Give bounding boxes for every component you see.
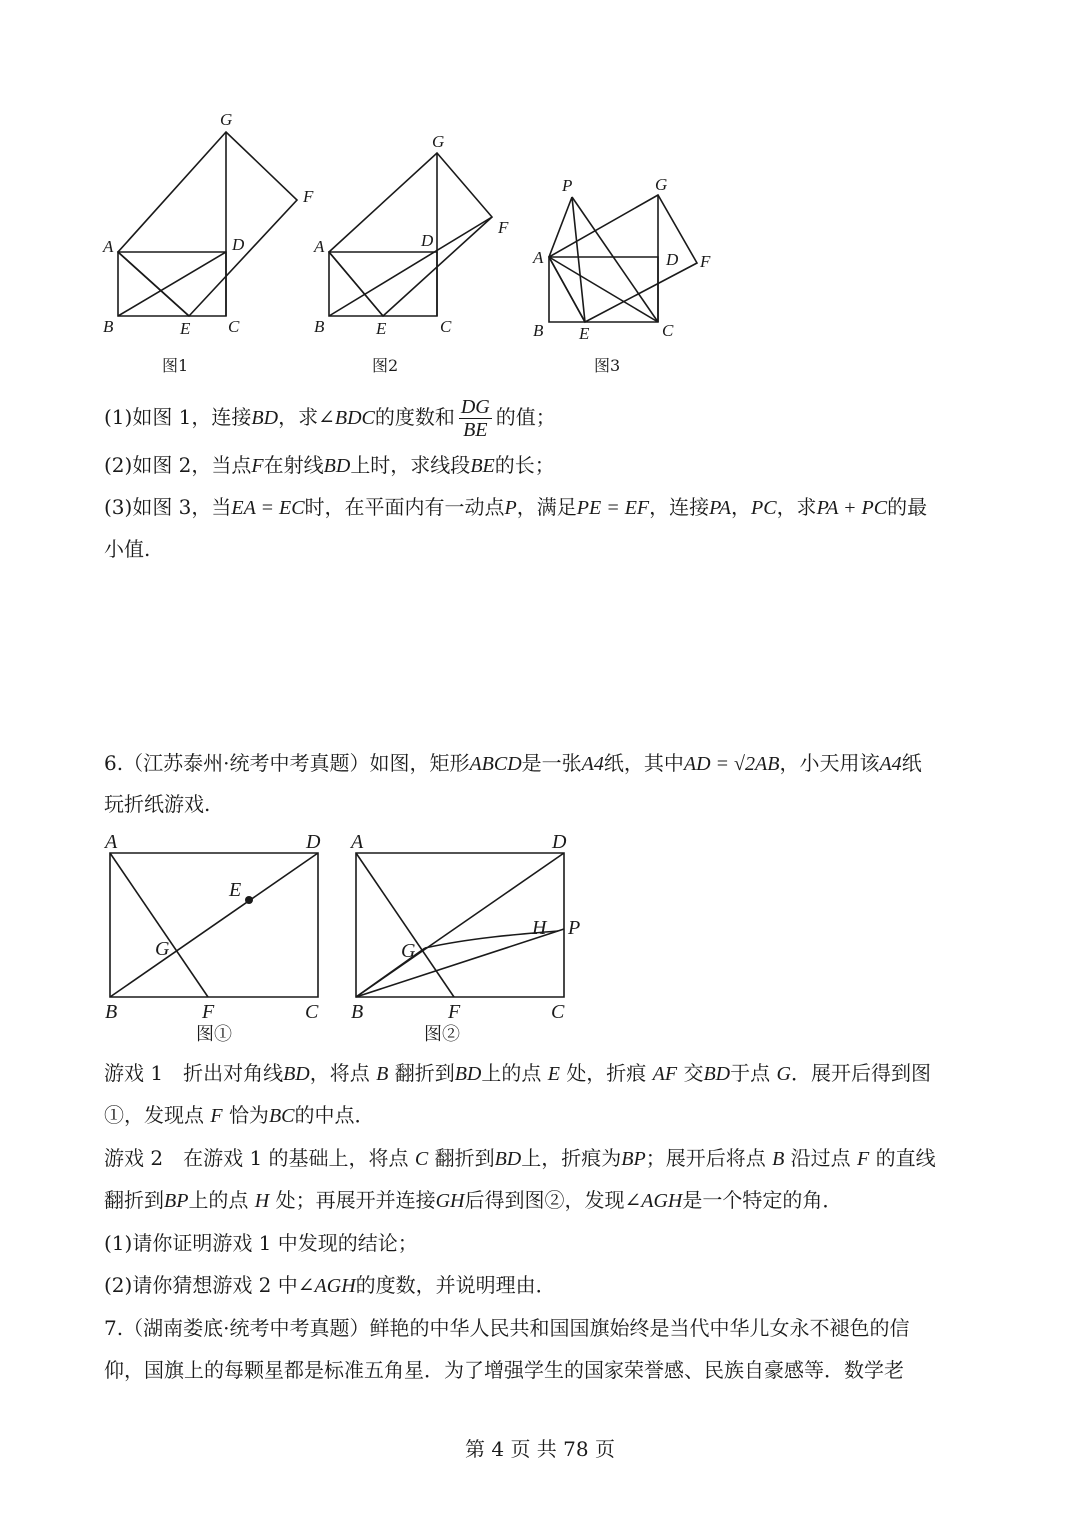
figA-label-c: C xyxy=(305,1001,319,1023)
fig2-caption: 图2 xyxy=(372,356,399,375)
q6-game1: 游戏 1 折出对角线BD，将点 B 翻折到BD上的点 E 处，折痕 AF 交BD于点 G．展开后得到图 xyxy=(104,1061,931,1085)
figB-label-a: A xyxy=(351,831,364,853)
q7-line2: 仰，国旗上的每颗星都是标准五角星．为了增强学生的国家荣誉感、民族自豪感等．数学老 xyxy=(104,1358,904,1382)
figB-label-f: F xyxy=(448,1001,461,1023)
figA-label-b: B xyxy=(105,1001,118,1023)
fig1-line-ae xyxy=(118,252,189,316)
fig2-label-g: G xyxy=(432,132,445,151)
fig1-line-bd xyxy=(118,252,226,316)
fig1-caption: 图1 xyxy=(162,356,189,375)
q5-part3: (3)如图 3，当EA = EC时，在平面内有一动点P，满足PE = EF，连接PA，PC，求PA + PC的最 xyxy=(104,495,928,519)
q6-part2: (2)请你猜想游戏 2 中∠AGH的度数，并说明理由． xyxy=(104,1273,556,1297)
fig1-label-b: B xyxy=(103,317,114,336)
figA-label-a: A xyxy=(105,831,118,853)
figA-label-f: F xyxy=(202,1001,215,1023)
fig1-label-e: E xyxy=(180,319,191,338)
figB-label-p: P xyxy=(568,917,581,939)
figB-label-d: D xyxy=(552,831,567,853)
fig3-label-p: P xyxy=(562,176,573,195)
figure-1 xyxy=(100,105,330,385)
figB-caption: 图② xyxy=(424,1024,460,1045)
figure-3 xyxy=(528,170,728,385)
figB-line-bp xyxy=(356,929,564,997)
figA-label-d: D xyxy=(306,831,321,853)
q6-intro-line2: 玩折纸游戏. xyxy=(104,792,211,816)
figure-q6-1 xyxy=(100,828,340,1050)
fig1-label-g: G xyxy=(220,110,233,129)
fig1-label-d: D xyxy=(232,235,245,254)
fig3-label-d: D xyxy=(666,250,679,269)
q5-part3-line2: 小值. xyxy=(104,537,151,561)
figA-label-g: G xyxy=(155,938,170,960)
fig2-label-a: A xyxy=(314,237,325,256)
fig1-square-edfg xyxy=(118,132,297,316)
q5-part1: (1)如图 1，连接BD，求∠BDC的度数和 $\frac{DG}{BE}$ 的值； xyxy=(104,396,556,441)
fig3-label-g: G xyxy=(655,175,668,194)
q6-intro: 6.（江苏泰州·统考中考真题）如图，矩形ABCD是一张A4纸，其中AD = √2AB，小天用该A4纸 xyxy=(104,751,922,775)
figure-2 xyxy=(308,125,518,385)
fraction-dg-over-be: $\frac{DG}{BE}$ xyxy=(460,396,490,441)
fig2-label-e: E xyxy=(376,319,387,338)
q5-part2: (2)如图 2，当点F在射线BD上时，求线段BE的长； xyxy=(104,453,555,477)
fig3-line-pa xyxy=(549,197,572,257)
figB-label-h: H xyxy=(532,917,547,939)
fig2-label-f: F xyxy=(498,218,509,237)
fig3-label-b: B xyxy=(533,321,544,340)
figB-line-af xyxy=(356,853,454,997)
fig2-label-d: D xyxy=(421,231,434,250)
fig3-label-f: F xyxy=(700,252,711,271)
fig1-label-f: F xyxy=(303,187,314,206)
fig2-line-bf xyxy=(329,217,492,316)
q6-game2: 游戏 2 在游戏 1 的基础上，将点 C 翻折到BD上，折痕为BP；展开后将点 B 沿过点 F 的直线 xyxy=(104,1146,936,1170)
figA-caption: 图① xyxy=(196,1024,232,1045)
fig3-label-a: A xyxy=(533,248,544,267)
figA-point-e xyxy=(245,896,253,904)
fig3-line-pc xyxy=(572,197,658,322)
figA-line-af xyxy=(110,853,208,997)
fig3-label-c: C xyxy=(662,321,674,340)
q6-game2-line2: 翻折到BP上的点 H 处；再展开并连接GH后得到图②，发现∠AGH是一个特定的角． xyxy=(104,1188,843,1212)
figA-line-bd xyxy=(110,853,318,997)
fig2-label-c: C xyxy=(440,317,452,336)
fig3-caption: 图3 xyxy=(594,356,621,375)
fig2-label-b: B xyxy=(314,317,325,336)
figB-label-c: C xyxy=(551,1001,565,1023)
fig1-label-c: C xyxy=(228,317,240,336)
figB-label-b: B xyxy=(351,1001,364,1023)
figB-label-g: G xyxy=(401,940,416,962)
fig3-label-e: E xyxy=(579,324,590,343)
page-footer: 第 4 页 共 78 页 xyxy=(465,1437,615,1461)
figA-label-e: E xyxy=(229,879,242,901)
fig2-square-edfg xyxy=(329,153,492,316)
q6-part1: (1)请你证明游戏 1 中发现的结论； xyxy=(104,1231,418,1255)
fig2-line-ae xyxy=(329,252,383,316)
q7-line1: 7.（湖南娄底·统考中考真题）鲜艳的中华人民共和国国旗始终是当代中华儿女永不褪色的信 xyxy=(104,1316,910,1340)
fig1-label-a: A xyxy=(103,237,114,256)
figure-q6-2 xyxy=(345,828,590,1050)
q6-game1-line2: ①，发现点 F 恰为BC的中点． xyxy=(104,1103,375,1127)
